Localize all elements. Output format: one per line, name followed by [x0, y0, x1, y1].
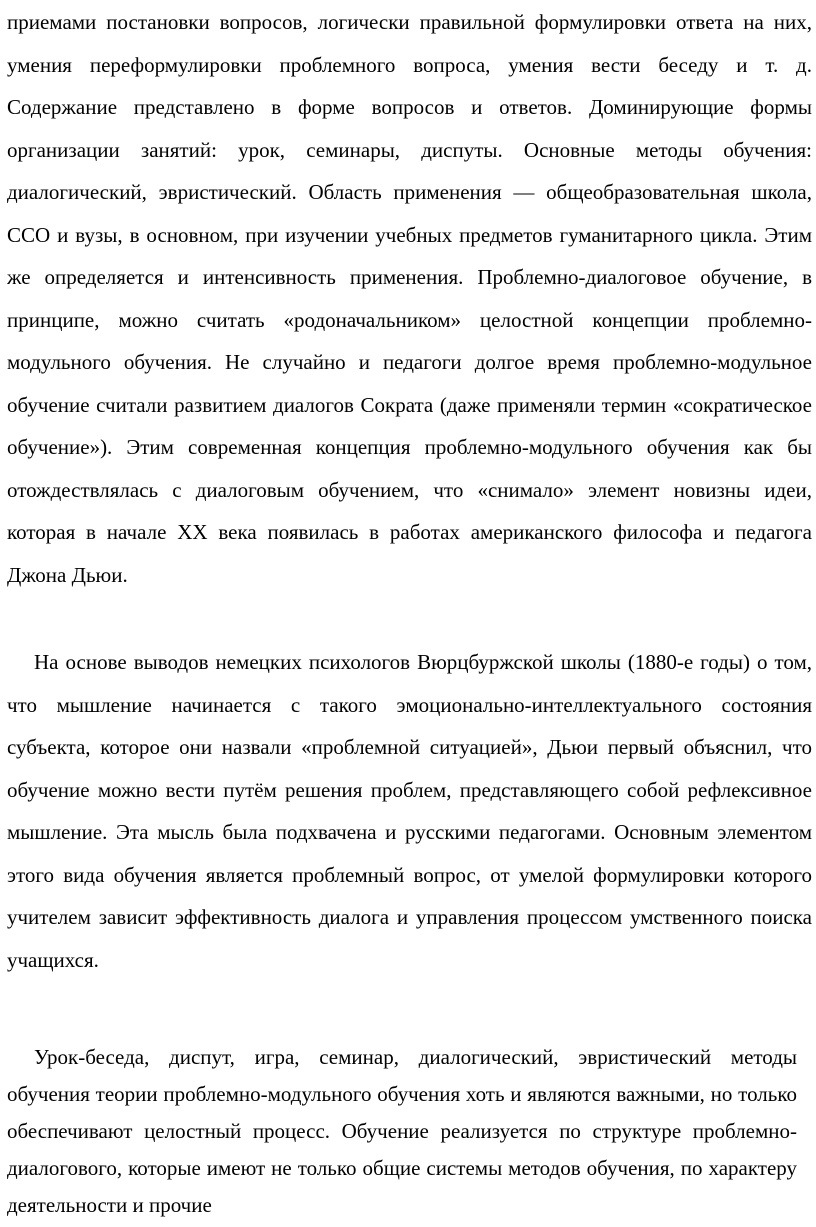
- paragraph-methods: Урок-беседа, диспут, игра, семинар, диалогический, эвристический методы обучения теории проблемно-модульного обучения хоть и являются важными, но только обеспечивают целостный процесс. Обучение реализуется по структуре проблемно-диалогового, которые имеют не только общие системы методов обучения, по характеру деятельности и прочие: [7, 1045, 797, 1217]
- paragraph-continuation: приемами постановки вопросов, логически правильной формулировки ответа на них, умения переформулировки проблемного вопроса, умения вести беседу и т. д. Содержание представлено в форме вопросов и ответов. Доминирующие формы организации занятий: урок, семинары, диспуты. Основные методы обучения: диалогический, эвристический. Область применения — общеобразовательная школа, ССО и вузы, в основном, при изучении учебных предметов гуманитарного цикла. Этим же определяется и интенсивность применения. Проблемно-диалоговое обучение, в принципе, можно считать «родоначальником» целостной концепции проблемно-модульного обучения. Не случайно и педагоги долгое время проблемно-модульное обучение считали развитием диалогов Сократа (даже применяли термин «сократическое обучение»). Этим современная концепция проблемно-модульного обучения как бы отождествлялась с диалоговым обучением, что «снимало» элемент новизны идеи, которая в начале XX века появилась в работах американского философа и педагога Джона Дьюи.: [7, 10, 812, 587]
- paragraph-dewey: На основе выводов немецких психологов Вюрцбуржской школы (1880-е годы) о том, что мышление начинается с такого эмоционально-интеллектуального состояния субъекта, которое они назвали «проблемной ситуацией», Дьюи первый объяснил, что обучение можно вести путём решения проблем, представляющего собой рефлексивное мышление. Эта мысль была подхвачена и русскими педагогами. Основным элементом этого вида обучения является проблемный вопрос, от умелой формулировки которого учителем зависит эффективность диалога и управления процессом умственного поиска учащихся.: [7, 650, 812, 972]
